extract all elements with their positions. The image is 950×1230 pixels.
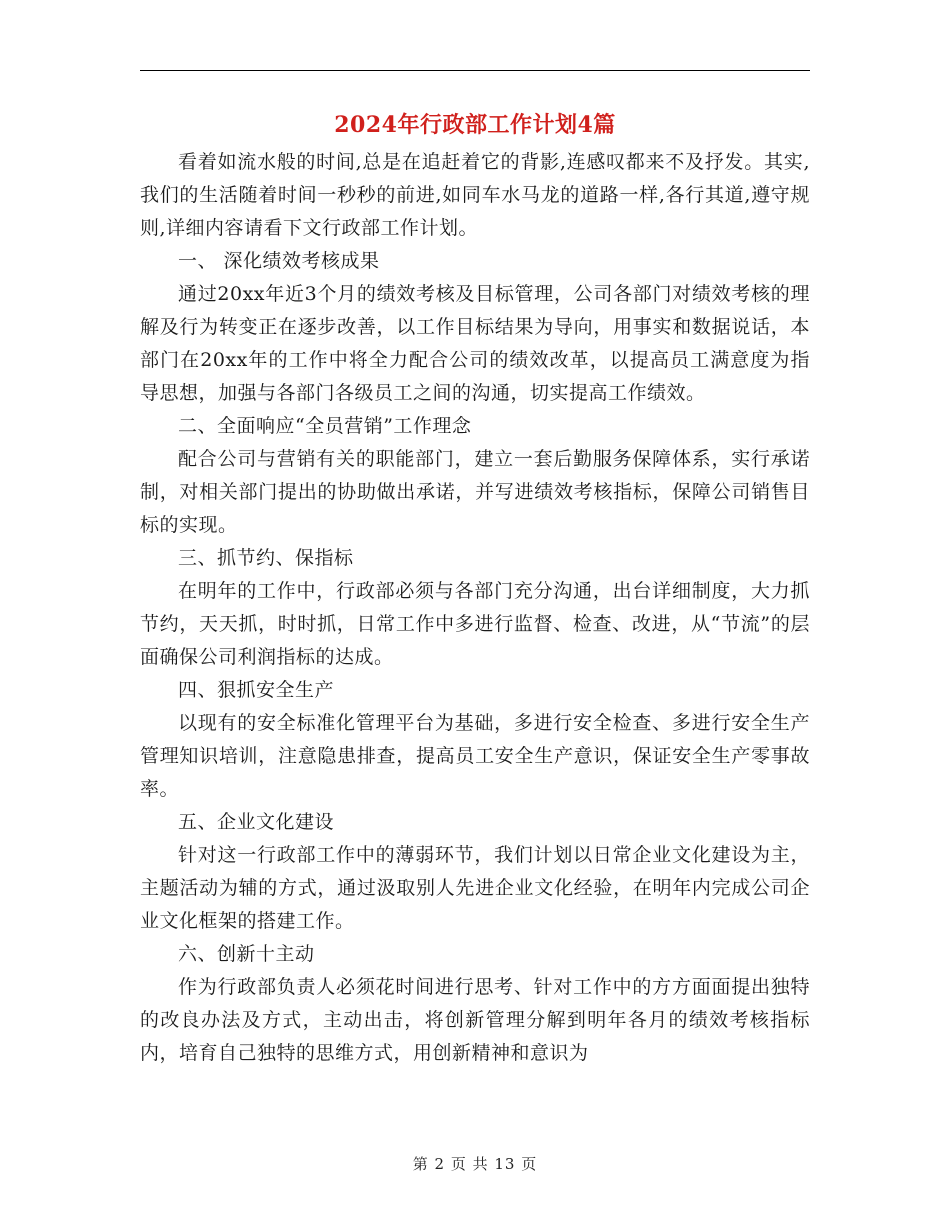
document-body: [140, 146, 810, 1070]
section-body-6: 作为行政部负责人必须花时间进行思考、针对工作中的方方面面提出独特的改良办法及方式，主动出击，将创新管理分解到明年各月的绩效考核指标内，培育自己独特的思维方式，用创新精神和意识为: [140, 976, 810, 1064]
page-number: 第 2 页 共 13 页: [412, 1155, 538, 1173]
section-heading-4: 四、狠抓安全生产: [178, 679, 335, 701]
section-body-1: 通过20xx年近3个月的绩效考核及目标管理，公司各部门对绩效考核的理解及行为转变正在逐步改善，以工作目标结果为导向，用事实和数据说话，本部门在20xx年的工作中将全力配合公司的绩效改革，以提高员工满意度为指导思想，加强与各部门各级员工之间的沟通，切实提高工作绩效。: [140, 283, 810, 404]
section-body-4: 以现有的安全标准化管理平台为基础，多进行安全检查、多进行安全生产管理知识培训，注意隐患排查，提高员工安全生产意识，保证安全生产零事故率。: [140, 712, 810, 800]
section-heading-6: 六、创新十主动: [178, 943, 315, 965]
section-heading-1: 一、 深化绩效考核成果: [178, 250, 380, 272]
section-body-5: 针对这一行政部工作中的薄弱环节，我们计划以日常企业文化建设为主，主题活动为辅的方式，通过汲取别人先进企业文化经验，在明年内完成公司企业文化框架的搭建工作。: [140, 844, 810, 932]
header-rule: [140, 70, 810, 71]
section-body-3: 在明年的工作中，行政部必须与各部门充分沟通，出台详细制度，大力抓节约，天天抓，时时抓，日常工作中多进行监督、检查、改进，从“节流”的层面确保公司利润指标的达成。: [140, 580, 810, 668]
intro-paragraph: 看着如流水般的时间,总是在追赶着它的背影,连感叹都来不及抒发。其实,我们的生活随着时间一秒秒的前进,如同车水马龙的道路一样,各行其道,遵守规则,详细内容请看下文行政部工作计划。: [140, 151, 810, 239]
section-heading-5: 五、企业文化建设: [178, 811, 335, 833]
section-body-2: 配合公司与营销有关的职能部门，建立一套后勤服务保障体系，实行承诺制，对相关部门提出的协助做出承诺，并写进绩效考核指标，保障公司销售目标的实现。: [140, 448, 810, 536]
document-title: 2024年行政部工作计划4篇: [334, 112, 616, 138]
section-heading-2: 二、全面响应“全员营销”工作理念: [178, 415, 472, 437]
section-heading-3: 三、抓节约、保指标: [178, 547, 354, 569]
